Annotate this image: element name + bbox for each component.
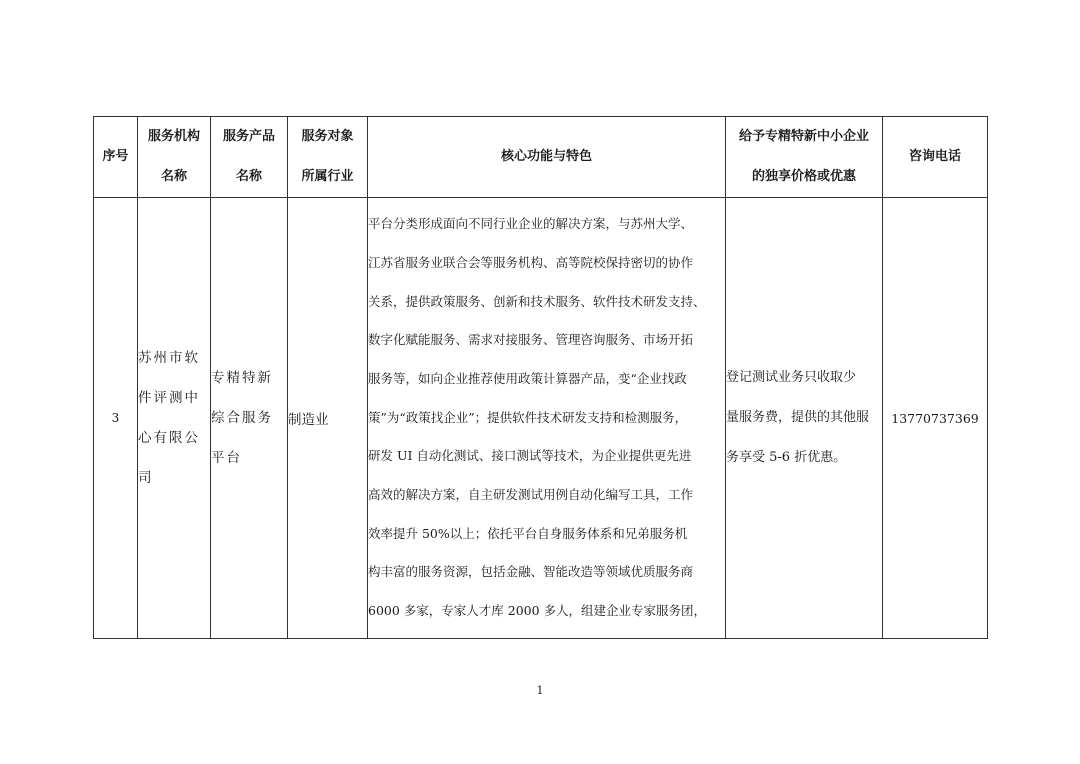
feature-line: 服务等，如向企业推荐使用政策计算器产品，变“企业找政 <box>368 370 687 386</box>
product-name-line: 平台 <box>211 450 242 466</box>
feature-line: 策”为“政策找企业”；提供软件技术研发支持和检测服务， <box>368 409 688 425</box>
header-product-line: 服务产品 <box>222 129 275 144</box>
discount-line: 务享受 5-6 折优惠。 <box>726 450 847 465</box>
table-row <box>94 198 988 639</box>
header-industry-line: 服务对象 <box>301 129 354 144</box>
header-features: 核心功能与特色 <box>368 117 726 198</box>
feature-line: 6000 多家，专家人才库 2000 多人，组建企业专家服务团， <box>368 603 707 619</box>
header-phone: 咨询电话 <box>883 117 988 198</box>
header-discount-line: 的独享价格或优惠 <box>751 169 856 184</box>
header-org-line: 名称 <box>160 169 187 184</box>
feature-line: 高效的解决方案，自主研发测试用例自动化编写工具，工作 <box>368 487 694 503</box>
row-number: 3 <box>94 198 138 639</box>
feature-line: 效率提升 50%以上；依托平台自身服务体系和兄弟服务机 <box>368 525 688 541</box>
header-product <box>211 117 288 198</box>
header-discount <box>726 117 883 198</box>
features-cell <box>368 198 726 639</box>
feature-line: 研发 UI 自动化测试、接口测试等技术，为企业提供更先进 <box>368 448 692 464</box>
feature-line: 关系，提供政策服务、创新和技术服务、软件技术研发支持、 <box>368 293 706 309</box>
product-name-line: 综合服务 <box>211 410 273 426</box>
header-industry <box>288 117 368 198</box>
org-name-line: 苏州市软 <box>138 350 200 366</box>
product-name-line: 专精特新 <box>211 370 273 386</box>
service-table <box>93 116 988 639</box>
org-name-line: 件评测中 <box>138 390 200 406</box>
industry-cell: 制造业 <box>288 198 368 639</box>
page-number: 1 <box>536 684 544 697</box>
header-no: 序号 <box>94 117 138 198</box>
org-name-cell <box>138 198 211 639</box>
org-name-line: 司 <box>138 470 154 486</box>
header-org <box>138 117 211 198</box>
discount-line: 登记测试业务只收取少 <box>726 370 857 385</box>
product-name-cell <box>211 198 288 639</box>
header-product-line: 名称 <box>235 169 262 184</box>
feature-line: 江苏省服务业联合会等服务机构、高等院校保持密切的协作 <box>368 254 694 270</box>
feature-line: 构丰富的服务资源，包括金融、智能改造等领域优质服务商 <box>368 564 694 580</box>
phone-cell: 13770737369 <box>883 198 988 639</box>
header-industry-line: 所属行业 <box>301 169 354 184</box>
feature-line: 数字化赋能服务、需求对接服务、管理咨询服务、市场开拓 <box>368 332 694 348</box>
discount-line: 量服务费，提供的其他服 <box>726 410 870 425</box>
feature-line: 平台分类形成面向不同行业企业的解决方案，与苏州大学、 <box>368 216 694 232</box>
org-name-line: 心有限公 <box>138 430 200 446</box>
header-discount-line: 给予专精特新中小企业 <box>738 129 869 144</box>
header-org-line: 服务机构 <box>147 129 200 144</box>
discount-cell <box>726 198 883 639</box>
header-row <box>94 117 988 198</box>
